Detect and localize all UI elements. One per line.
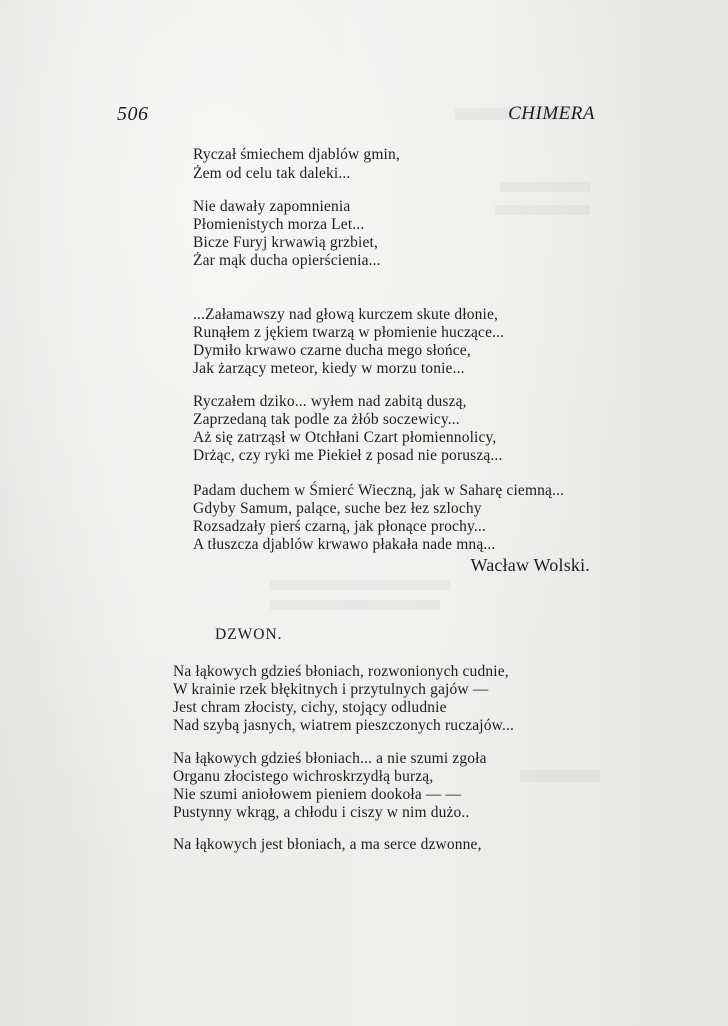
poem-line: Gdyby Samum, palące, suche bez łez szlochy bbox=[193, 500, 482, 517]
poem-line: Żar mąk ducha opierścienia... bbox=[193, 252, 381, 269]
poem-line: Rozsadzały pierś czarną, jak płonące prochy... bbox=[193, 518, 486, 535]
poem-line: A tłuszcza djablów krwawo płakała nade mną... bbox=[193, 536, 496, 553]
poem-line: Pustynny wkrąg, a chłodu i ciszy w nim dużo.. bbox=[173, 804, 470, 821]
page-number: 506 bbox=[117, 103, 149, 125]
poem-line: Na łąkowych gdzieś błoniach, rozwonionych cudnie, bbox=[173, 663, 509, 680]
poem-line: Żem od celu tak daleki... bbox=[193, 165, 351, 182]
poem-line: Na łąkowych jest błoniach, a ma serce dzwonne, bbox=[173, 836, 482, 853]
author-signature: Wacław Wolski. bbox=[470, 555, 590, 575]
poem-line: Ryczał śmiechem djablów gmin, bbox=[193, 146, 400, 163]
poem-line: Jak żarzący meteor, kiedy w morzu tonie... bbox=[193, 360, 465, 377]
poem-line: Organu złocistego wichroskrzydłą burzą, bbox=[173, 768, 434, 785]
poem-line: Zaprzedaną tak podle za żłób soczewicy... bbox=[193, 411, 460, 428]
bleed-through-mark bbox=[495, 205, 590, 215]
poem-line: Runąłem z jękiem twarzą w płomienie huczące... bbox=[193, 324, 505, 341]
poem-line: Nad szybą jasnych, wiatrem pieszczonych ruczajów... bbox=[173, 717, 515, 734]
running-title: CHIMERA bbox=[508, 103, 595, 124]
bleed-through-mark bbox=[520, 770, 600, 782]
poem-line: Padam duchem w Śmierć Wieczną, jak w Saharę ciemną... bbox=[193, 482, 565, 499]
poem-line: ...Załamawszy nad głową kurczem skute dłonie, bbox=[193, 306, 499, 323]
poem-line: Nie szumi aniołowem pieniem dookoła — — bbox=[173, 786, 462, 803]
poem-title: DZWON. bbox=[215, 626, 283, 643]
poem-line: Bicze Furyj krwawią grzbiet, bbox=[193, 234, 378, 251]
poem-line: Dymiło krwawo czarne ducha mego słońce, bbox=[193, 342, 471, 359]
bleed-through-mark bbox=[500, 182, 590, 192]
poem-line: Jest chram złocisty, cichy, stojący odludnie bbox=[173, 699, 447, 716]
bleed-through-mark bbox=[270, 580, 450, 590]
poem-line: Aż się zatrząsł w Otchłani Czart płomiennolicy, bbox=[193, 429, 497, 446]
poem-line: Na łąkowych gdzieś błoniach... a nie szumi zgoła bbox=[173, 750, 487, 767]
poem-line: Drżąc, czy ryki me Piekieł z posad nie poruszą... bbox=[193, 447, 503, 464]
poem-line: Nie dawały zapomnienia bbox=[193, 198, 351, 215]
poem-line: Płomienistych morza Let... bbox=[193, 216, 365, 233]
bleed-through-mark bbox=[270, 600, 440, 610]
poem-line: Ryczałem dziko... wyłem nad zabitą duszą, bbox=[193, 393, 467, 410]
poem-line: W krainie rzek błękitnych i przytulnych gajów — bbox=[173, 681, 489, 698]
